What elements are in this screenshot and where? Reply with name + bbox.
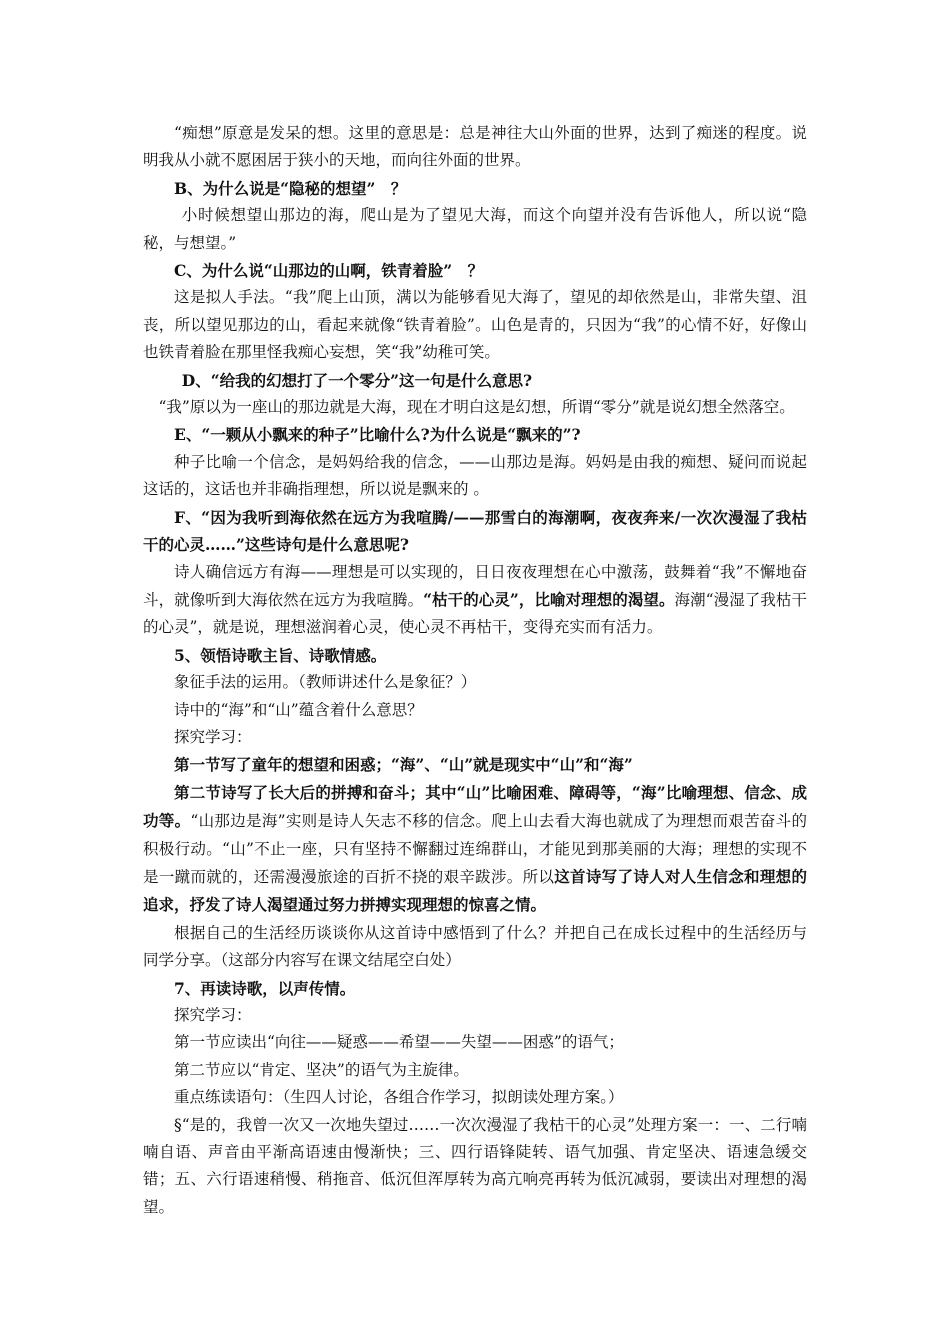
section-7-practice: 重点练读语句：（生四人讨论，各组合作学习，拟朗读处理方案。） [174, 1088, 624, 1107]
section-7-second-stanza: 第二节应以“肯定、坚决”的语气为主旋律。 [174, 1060, 469, 1079]
answer-f-bold: “枯干的心灵”，比喻对理想的渴望。 [423, 589, 675, 609]
section-5-question: 诗中的“海”和“山”蕴含着什么意思？ [174, 700, 423, 719]
answer-f [143, 559, 807, 642]
question-e: E、“一颗从小飘来的种子”比喻什么?为什么说是“飘来的”? [174, 425, 581, 445]
answer-b: 小时候想望山那边的海，爬山是为了望见大海，而这个向望并没有告诉他人，所以说“隐秘，与想望。” [143, 206, 807, 252]
section-5-reflection: 根据自己的生活经历谈谈你从这首诗中感悟到了什么？并把自己在成长过程中的生活经历与同学分享。（这部分内容写在课文结尾空白处） [143, 923, 807, 970]
answer-d: “我”原以为一座山的那边就是大海，现在才明白这是幻想，所谓“零分”就是说幻想全然落空。 [158, 398, 795, 417]
document-page [143, 120, 807, 1221]
question-b: B、为什么说是“隐秘的想望” ？ [174, 178, 407, 198]
second-stanza-bold: 第二节诗写了长大后的拼搏和奋斗；其中“山”比喻困难、障碍等，“海”比喻理想、信念、成功等。 [143, 782, 807, 831]
question-d: D、“给我的幻想打了一个零分”这一句是什么意思? [181, 370, 533, 390]
second-stanza-text: “山那边是海”实则是诗人矢志不移的信念。爬上山去看大海也就成了为理想而艰苦奋斗的积极行动。“山”不止一座，只有坚持不懈翻过连绵群山，才能见到那美丽的大海；理想的实现不是一蹴而就的，还需漫漫旅途的百折不挠的艰辛跋涉。所以 [143, 812, 807, 886]
answer-c: 这是拟人手法。“我”爬上山顶，满以为能够看见大海了，望见的却依然是山，非常失望、沮丧，所以望见那边的山，看起来就像“铁青着脸”。山色是青的，只因为“我”的心情不好，好像山也铁青着脸在那里怪我痴心妄想，笑“我”幼稚可笑。 [143, 288, 807, 362]
section-5-first-stanza: 第一节写了童年的想望和困惑；“海”、“山”就是现实中“山”和“海” [174, 755, 633, 775]
answer-e: 种子比喻一个信念，是妈妈给我的信念，——山那边是海。妈妈是由我的痴想、疑问而说起这话的，这话也并非确指理想，所以说是飘来的 。 [143, 452, 807, 499]
section-7-heading: 7、再读诗歌，以声传情。 [174, 978, 356, 998]
answer-f-part1: 诗人确信远方有海——理想是可以实现的，日日夜夜理想在心中激荡，鼓舞着“我”不懈地奋斗，就像听到大海依然在远方为我喧腾。 [143, 562, 807, 609]
second-stanza-conclusion: 这首诗写了诗人对人生信念和理想的追求，抒发了诗人渴望通过努力拼搏实现理想的惊喜之情。 [143, 866, 807, 915]
section-5-symbolism: 象征手法的运用。（教师讲述什么是象征？） [174, 673, 477, 692]
section-7-plan: §“是的，我曾一次又一次地失望过……一次次漫湿了我枯干的心灵”处理方案一：一、二行喃喃自语、声音由平渐高语速由慢渐快；三、四行语锋陡转、语气加强、肯定坚决、语速急缓交错；五、六行语速稍慢、稍拖音、低沉但浑厚转为高亢响亮再转为低沉减弱，要读出对理想的渴望。 [143, 1115, 807, 1216]
section-5-heading: 5、领悟诗歌主旨、诗歌情感。 [174, 645, 387, 665]
question-f: F、“因为我听到海依然在远方为我喧腾/——那雪白的海潮啊，夜夜奔来/一次次漫湿了我枯干的心灵……”这些诗句是什么意思呢? [143, 507, 807, 555]
question-c: C、为什么说“山那边的山啊，铁青着脸” ？ [174, 261, 484, 281]
section-7-explore: 探究学习： [174, 1006, 252, 1024]
section-5-explore: 探究学习： [174, 727, 252, 746]
paragraph-chixiang: “痴想”原意是发呆的想。这里的意思是：总是神往大山外面的世界，达到了痴迷的程度。说明我从小就不愿困居于狭小的天地，而向往外面的世界。 [143, 124, 807, 170]
answer-f-part3: 海潮“漫湿了我枯干的心灵”，就是说，理想滋润着心灵，使心灵不再枯干，变得充实而有活力。 [143, 590, 807, 637]
section-7-first-stanza: 第一节应读出“向往——疑惑——希望——失望——困惑”的语气； [174, 1033, 624, 1052]
section-5-second-stanza [143, 779, 807, 920]
